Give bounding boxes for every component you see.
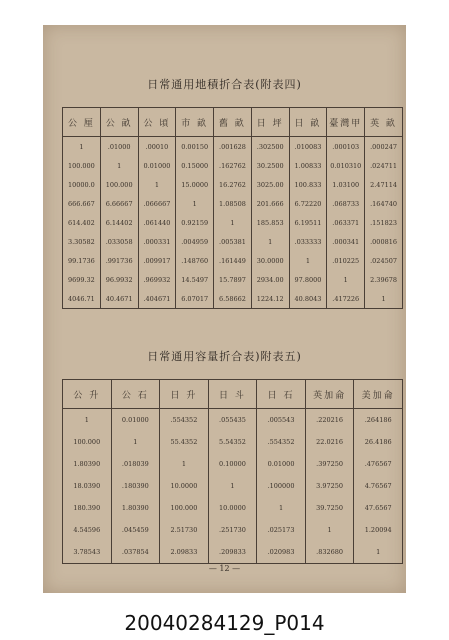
table-cell: 666.667 [63, 194, 101, 213]
table-cell: .417226 [327, 289, 365, 309]
table-cell: .010225 [327, 251, 365, 270]
table-cell: 3.78543 [63, 541, 112, 564]
document-page [43, 25, 406, 593]
table-cell: 1 [160, 453, 209, 475]
table-cell: 96.9932 [100, 270, 138, 289]
table-cell: 1 [289, 251, 327, 270]
table-cell: 0.00150 [176, 137, 214, 157]
table-cell: 3025.00 [251, 175, 289, 194]
table-row [63, 270, 403, 289]
table-cell: .251730 [208, 519, 257, 541]
image-caption: 20040284129_P014 [124, 611, 325, 635]
table-cell: .037854 [111, 541, 160, 564]
table-row [63, 156, 403, 175]
table-cell: 1 [251, 232, 289, 251]
column-header: 公 頃 [138, 108, 176, 137]
table-cell: .148760 [176, 251, 214, 270]
table-cell: .063371 [327, 213, 365, 232]
table-cell: 10000.0 [63, 175, 101, 194]
column-header: 英加侖 [305, 380, 354, 409]
table-cell: 1.03100 [327, 175, 365, 194]
table-cell: .025173 [257, 519, 306, 541]
column-header: 市 畝 [176, 108, 214, 137]
table-row [63, 453, 403, 475]
table-cell: 30.2500 [251, 156, 289, 175]
table-row [63, 431, 403, 453]
column-header: 公 石 [111, 380, 160, 409]
table-cell: .033333 [289, 232, 327, 251]
page-number: — 12 — [208, 564, 241, 573]
table-cell: 1 [111, 431, 160, 453]
table-cell: .969932 [138, 270, 176, 289]
volume-conversion-table [62, 379, 403, 564]
table-cell: 1 [176, 194, 214, 213]
table-cell: 22.0216 [305, 431, 354, 453]
table-row [63, 213, 403, 232]
table-cell: 1 [100, 156, 138, 175]
table-cell: 3.30582 [63, 232, 101, 251]
table-cell: 6.66667 [100, 194, 138, 213]
column-header: 日 石 [257, 380, 306, 409]
table-cell: 1 [138, 175, 176, 194]
table-cell: .020983 [257, 541, 306, 564]
table-cell: 1.20094 [354, 519, 403, 541]
table2-header-row [63, 380, 403, 409]
table-cell: .000103 [327, 137, 365, 157]
table-cell: 6.72220 [289, 194, 327, 213]
column-header: 英 畝 [365, 108, 403, 137]
column-header: 臺灣甲 [327, 108, 365, 137]
table-cell: 185.853 [251, 213, 289, 232]
table-cell: 15.0000 [176, 175, 214, 194]
table-cell: 2934.00 [251, 270, 289, 289]
table-cell: .001628 [214, 137, 252, 157]
table-cell: 100.833 [289, 175, 327, 194]
column-header: 公 升 [63, 380, 112, 409]
table1-title: 日常通用地積折合表(附表四) [147, 78, 302, 91]
table-cell: .005381 [214, 232, 252, 251]
table-cell: 1.80390 [63, 453, 112, 475]
table-cell: .018039 [111, 453, 160, 475]
table-cell: 40.4671 [100, 289, 138, 309]
table-cell: .180390 [111, 475, 160, 497]
table-cell: 1 [63, 409, 112, 432]
table-cell: .404671 [138, 289, 176, 309]
table-cell: .476567 [354, 453, 403, 475]
table-cell: .554352 [160, 409, 209, 432]
table-cell: 18.0390 [63, 475, 112, 497]
table-cell: 0.01000 [138, 156, 176, 175]
table-cell: .000331 [138, 232, 176, 251]
table-cell: .009917 [138, 251, 176, 270]
table-cell: 1.08508 [214, 194, 252, 213]
table-cell: 15.7897 [214, 270, 252, 289]
table-cell: 2.09833 [160, 541, 209, 564]
table-cell: 100.000 [160, 497, 209, 519]
table-cell: 6.14402 [100, 213, 138, 232]
table-cell: 6.07017 [176, 289, 214, 309]
table-cell: .004959 [176, 232, 214, 251]
table-cell: .010083 [289, 137, 327, 157]
table-cell: 39.7250 [305, 497, 354, 519]
table-cell: 180.390 [63, 497, 112, 519]
table-cell: 1.00833 [289, 156, 327, 175]
table-cell: 4046.71 [63, 289, 101, 309]
column-header: 美加侖 [354, 380, 403, 409]
table-cell: 0.01000 [257, 453, 306, 475]
column-header: 舊 畝 [214, 108, 252, 137]
table-cell: 0.010310 [327, 156, 365, 175]
table-row [63, 497, 403, 519]
table-cell: .151823 [365, 213, 403, 232]
table-cell: 16.2762 [214, 175, 252, 194]
table-cell: 3.97250 [305, 475, 354, 497]
table-cell: 0.01000 [111, 409, 160, 432]
table-cell: 14.5497 [176, 270, 214, 289]
table-cell: .000816 [365, 232, 403, 251]
table-cell: .000341 [327, 232, 365, 251]
table-cell: .161449 [214, 251, 252, 270]
table-cell: .397250 [305, 453, 354, 475]
table-row [63, 289, 403, 309]
table-cell: 2.39678 [365, 270, 403, 289]
area-conversion-table [62, 107, 403, 309]
column-header: 公 畝 [100, 108, 138, 137]
table-cell: .00010 [138, 137, 176, 157]
table-cell: .264186 [354, 409, 403, 432]
table-row [63, 137, 403, 157]
table-cell: 2.47114 [365, 175, 403, 194]
table-cell: 99.1736 [63, 251, 101, 270]
table-cell: 4.76567 [354, 475, 403, 497]
table-cell: 1 [208, 475, 257, 497]
table-cell: .055435 [208, 409, 257, 432]
table-cell: 97.8000 [289, 270, 327, 289]
table-cell: 1 [214, 213, 252, 232]
table-cell: 0.15000 [176, 156, 214, 175]
column-header: 日 斗 [208, 380, 257, 409]
table-cell: 4.54596 [63, 519, 112, 541]
table-cell: 0.92159 [176, 213, 214, 232]
table-cell: 100.000 [63, 156, 101, 175]
table-row [63, 232, 403, 251]
table-cell: 1 [305, 519, 354, 541]
table-cell: .554352 [257, 431, 306, 453]
table-row [63, 475, 403, 497]
table-cell: .01000 [100, 137, 138, 157]
table-cell: 1 [63, 137, 101, 157]
table-row [63, 175, 403, 194]
table-cell: .068733 [327, 194, 365, 213]
table-cell: 1 [365, 289, 403, 309]
table-cell: .066667 [138, 194, 176, 213]
column-header: 公 厘 [63, 108, 101, 137]
table-cell: .209833 [208, 541, 257, 564]
table-cell: 1.80390 [111, 497, 160, 519]
table-cell: 47.6567 [354, 497, 403, 519]
column-header: 日 升 [160, 380, 209, 409]
table-cell: 614.402 [63, 213, 101, 232]
table-cell: 201.666 [251, 194, 289, 213]
table-row [63, 409, 403, 432]
table-cell: 2.51730 [160, 519, 209, 541]
table-cell: .000247 [365, 137, 403, 157]
table-cell: 6.58662 [214, 289, 252, 309]
table-cell: .024507 [365, 251, 403, 270]
table-row [63, 519, 403, 541]
table-cell: 100.000 [100, 175, 138, 194]
table-cell: 1 [327, 270, 365, 289]
table-cell: 1 [257, 497, 306, 519]
table-cell: 1 [354, 541, 403, 564]
table-cell: 10.0000 [208, 497, 257, 519]
column-header: 日 畝 [289, 108, 327, 137]
table-row [63, 541, 403, 564]
table-cell: 9699.32 [63, 270, 101, 289]
table-cell: .005543 [257, 409, 306, 432]
table-cell: .061440 [138, 213, 176, 232]
table-cell: 55.4352 [160, 431, 209, 453]
table-cell: 1224.12 [251, 289, 289, 309]
table-cell: 40.8043 [289, 289, 327, 309]
table-cell: 0.10000 [208, 453, 257, 475]
table-cell: .045459 [111, 519, 160, 541]
table-cell: .024711 [365, 156, 403, 175]
table-cell: 26.4186 [354, 431, 403, 453]
table-cell: .832680 [305, 541, 354, 564]
table-cell: 5.54352 [208, 431, 257, 453]
table-cell: .302500 [251, 137, 289, 157]
column-header: 日 坪 [251, 108, 289, 137]
table-cell: .164740 [365, 194, 403, 213]
table-row [63, 251, 403, 270]
table1-header-row [63, 108, 403, 137]
table-cell: .100000 [257, 475, 306, 497]
table-cell: .220216 [305, 409, 354, 432]
table-cell: .033058 [100, 232, 138, 251]
table-cell: 10.0000 [160, 475, 209, 497]
table-cell: 6.19511 [289, 213, 327, 232]
table-cell: 30.0000 [251, 251, 289, 270]
table2-title: 日常通用容量折合表)附表五) [147, 350, 302, 363]
table-cell: 100.000 [63, 431, 112, 453]
table-cell: .162762 [214, 156, 252, 175]
table-cell: .991736 [100, 251, 138, 270]
table-row [63, 194, 403, 213]
